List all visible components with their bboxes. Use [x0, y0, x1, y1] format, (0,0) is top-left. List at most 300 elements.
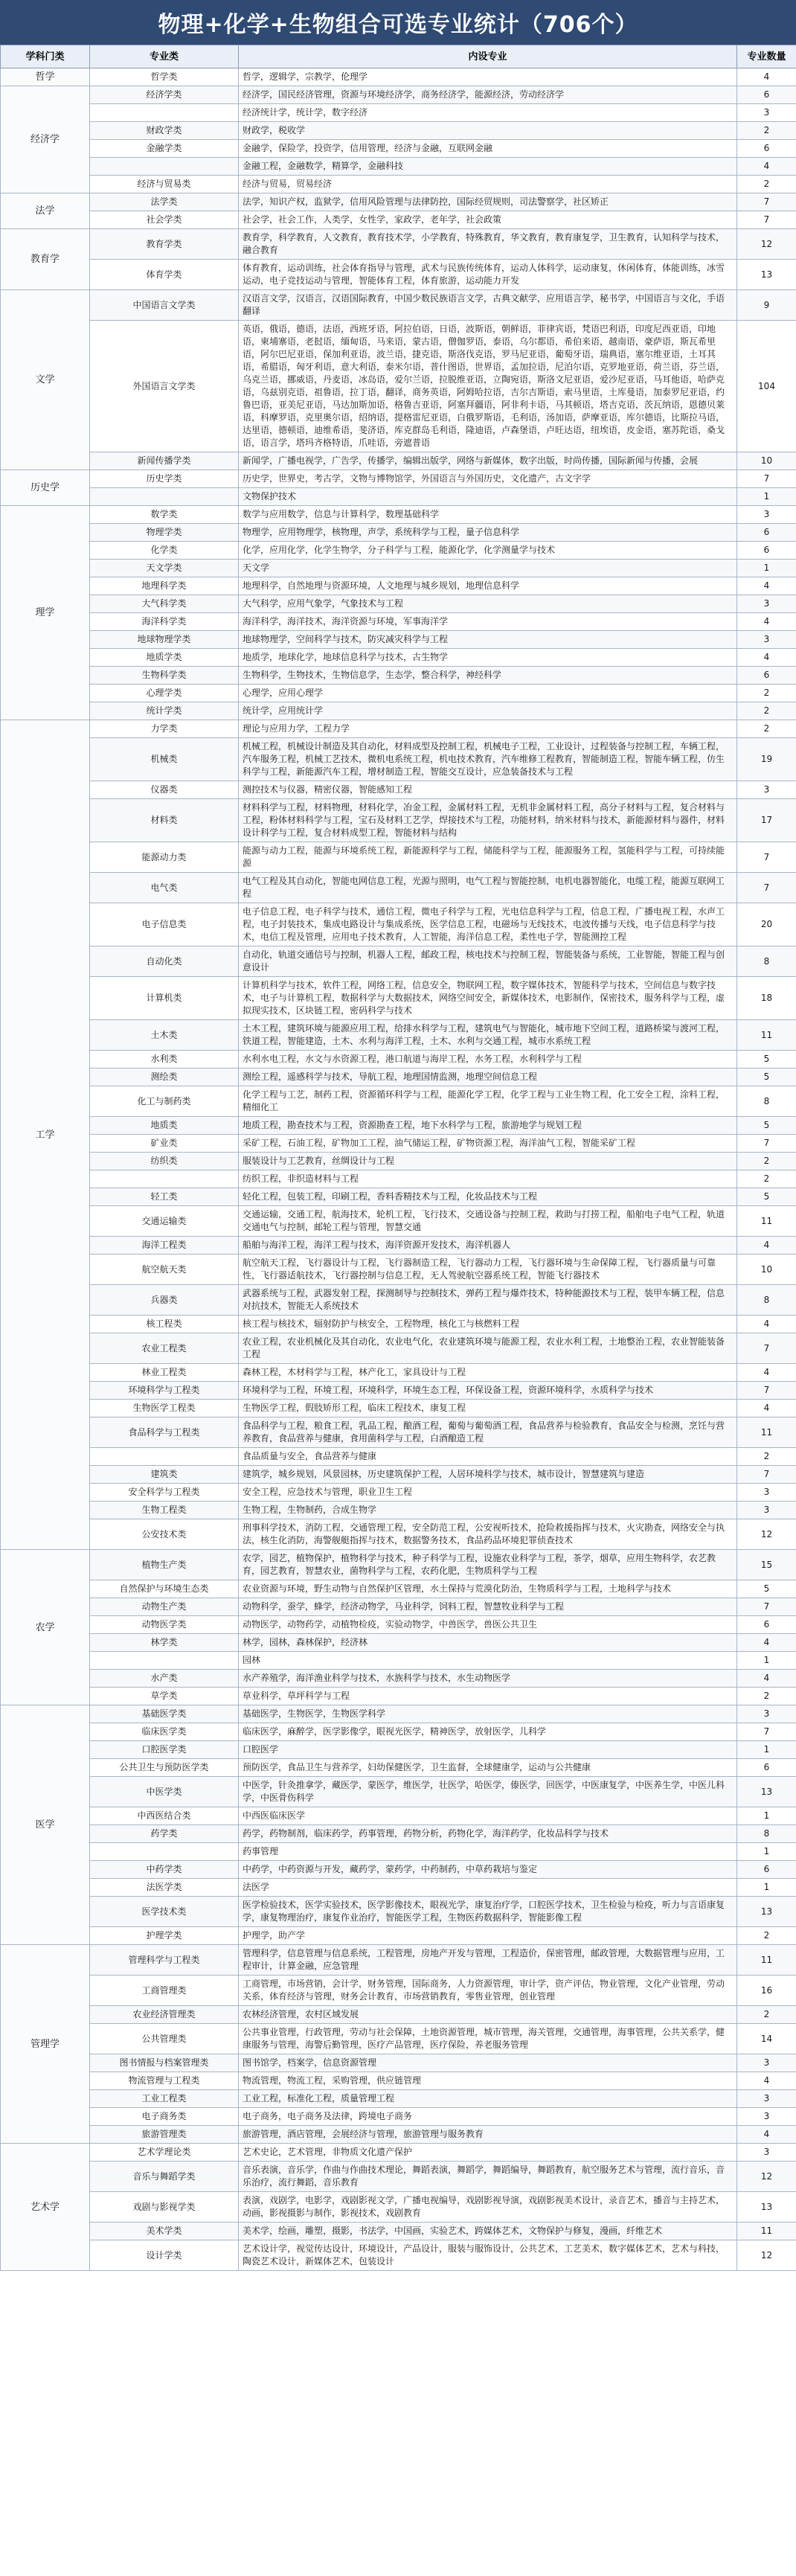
class-cell: 力学类 [90, 720, 239, 738]
count-cell: 2 [737, 1153, 796, 1170]
table-row [1, 229, 796, 260]
class-cell: 纺织类 [90, 1153, 239, 1170]
count-cell: 3 [737, 781, 796, 799]
majors-cell: 英语，俄语，德语，法语，西班牙语，阿拉伯语，日语，波斯语，朝鲜语，菲律宾语，梵语巴利语，印度尼西亚语，印地语，柬埔寨语，老挝语，缅甸语，马来语，蒙古语，僧伽罗语，泰语，乌尔都语，希伯来语，越南语，豪萨语，斯瓦希里语，阿尔巴尼亚语，保加利亚语，波兰语，捷克语，斯洛伐克语，罗马尼亚语，葡萄牙语，瑞典语，塞尔维亚语，土耳其语，希腊语，匈牙利语，意大利语，泰米尔语，普什图语，世界语，孟加拉语，尼泊尔语，克罗地亚语，荷兰语，芬兰语，乌克兰语，挪威语，丹麦语，冰岛语，爱尔兰语，拉脱维亚语，立陶宛语，斯洛文尼亚语，爱沙尼亚语，马耳他语，哈萨克语，乌兹别克语，祖鲁语，拉丁语，翻译，商务英语，阿姆哈拉语，吉尔吉斯语，索马里语，土库曼语，加泰罗尼亚语，约鲁巴语，亚美尼亚语，马达加斯加语，格鲁吉亚语，阿塞拜疆语，阿非利卡语，马其顿语，塔吉克语，茨瓦纳语，恩德贝莱语，科摩罗语，克里奥尔语，绍纳语，提格雷尼亚语，白俄罗斯语，毛利语，汤加语，萨摩亚语，库尔德语，比斯拉马语，达里语，德顿语，迪维希语，斐济语，库克群岛毛利语，隆迪语，卢森堡语，卢旺达语，纽埃语，皮金语，塞苏陀语，桑戈语，语言学，塔玛齐格特语，爪哇语，旁遮普语 [239, 321, 737, 452]
majors-cell: 电气工程及其自动化，智能电网信息工程，光源与照明，电气工程与智能控制，电机电器智能化，电缆工程，能源互联网工程 [239, 873, 737, 903]
class-cell: 护理学类 [90, 1927, 239, 1945]
table-row [1, 1333, 796, 1364]
count-cell: 5 [737, 1580, 796, 1598]
table-row [1, 260, 796, 290]
majors-cell: 药事管理 [239, 1843, 737, 1861]
count-cell: 1 [737, 1741, 796, 1759]
count-cell: 3 [737, 1705, 796, 1723]
table-row [1, 2240, 796, 2271]
table-row [1, 290, 796, 321]
discipline-cell: 经济学 [1, 86, 90, 193]
majors-cell: 食品质量与安全，食品营养与健康 [239, 1448, 737, 1466]
majors-cell: 历史学，世界史，考古学，文物与博物馆学，外国语言与外国历史，文化遗产，古文字学 [239, 470, 737, 488]
class-cell: 自动化类 [90, 946, 239, 977]
class-cell: 仪器类 [90, 781, 239, 799]
majors-cell: 环境科学与工程，环境工程，环境科学，环境生态工程，环保设备工程，资源环境科学，水质科学与技术 [239, 1382, 737, 1400]
count-cell: 18 [737, 977, 796, 1020]
header-count: 专业数量 [737, 45, 796, 68]
class-cell: 航空航天类 [90, 1255, 239, 1285]
majors-cell: 数学与应用数学，信息与计算科学，数理基础科学 [239, 506, 737, 524]
majors-cell: 财政学，税收学 [239, 122, 737, 140]
class-cell: 心理学类 [90, 685, 239, 702]
count-cell: 11 [737, 1945, 796, 1976]
majors-cell: 心理学，应用心理学 [239, 685, 737, 702]
table-row [1, 1206, 796, 1237]
class-cell: 法学类 [90, 193, 239, 211]
table-row [1, 1759, 796, 1777]
table-row [1, 193, 796, 211]
majors-cell: 汉语言文学，汉语言，汉语国际教育，中国少数民族语言文学，古典文献学，应用语言学，秘书学，中国语言与文化，手语翻译 [239, 290, 737, 321]
count-cell: 11 [737, 1206, 796, 1237]
majors-cell: 金融工程，金融数学，精算学，金融科技 [239, 158, 737, 176]
count-cell: 2 [737, 1927, 796, 1945]
class-cell: 统计学类 [90, 702, 239, 720]
majors-cell: 安全工程，应急技术与管理，职业卫生工程 [239, 1484, 737, 1502]
table-row [1, 1705, 796, 1723]
majors-table [0, 45, 796, 2271]
discipline-cell: 教育学 [1, 229, 90, 290]
table-row [1, 1616, 796, 1634]
class-cell: 动物医学类 [90, 1616, 239, 1634]
majors-cell: 物理学，应用物理学，核物理，声学，系统科学与工程，量子信息科学 [239, 524, 737, 542]
table-row [1, 506, 796, 524]
majors-cell: 中西医临床医学 [239, 1807, 737, 1825]
majors-cell: 口腔医学 [239, 1741, 737, 1759]
majors-cell: 体育教育，运动训练，社会体育指导与管理，武术与民族传统体育，运动人体科学，运动康复，休闲体育，体能训练，冰雪运动，电子竞技运动与管理，智能体育工程，体育旅游，运动能力开发 [239, 260, 737, 290]
table-row [1, 1825, 796, 1843]
table-row [1, 1484, 796, 1502]
table-row [1, 1976, 796, 2006]
count-cell: 6 [737, 1616, 796, 1634]
count-cell: 3 [737, 2144, 796, 2162]
count-cell: 7 [737, 842, 796, 873]
count-cell: 8 [737, 1285, 796, 1316]
count-cell: 3 [737, 595, 796, 613]
class-cell: 外国语言文学类 [90, 321, 239, 452]
table-row [1, 1448, 796, 1466]
count-cell: 4 [737, 649, 796, 667]
table-row [1, 946, 796, 977]
class-cell: 水产类 [90, 1670, 239, 1688]
majors-cell: 土木工程，建筑环境与能源应用工程，给排水科学与工程，建筑电气与智能化，城市地下空间工程，道路桥梁与渡河工程，铁道工程，智能建造，土木、水利与海洋工程，土木、水利与交通工程，城市水系统工程 [239, 1020, 737, 1051]
count-cell: 1 [737, 560, 796, 577]
class-cell [90, 104, 239, 122]
table-row [1, 577, 796, 595]
table-row [1, 781, 796, 799]
count-cell: 12 [737, 2162, 796, 2192]
majors-cell: 音乐表演，音乐学，作曲与作曲技术理论，舞蹈表演，舞蹈学，舞蹈编导，舞蹈教育，航空服务艺术与管理，流行音乐，音乐治疗，流行舞蹈，音乐教育 [239, 2162, 737, 2192]
class-cell: 法医学类 [90, 1879, 239, 1897]
count-cell: 1 [737, 488, 796, 506]
class-cell: 中药学类 [90, 1861, 239, 1879]
count-cell: 6 [737, 140, 796, 158]
count-cell: 3 [737, 506, 796, 524]
count-cell: 10 [737, 452, 796, 470]
count-cell: 4 [737, 68, 796, 86]
table-row [1, 613, 796, 631]
table-row [1, 86, 796, 104]
table-row [1, 873, 796, 903]
count-cell: 17 [737, 799, 796, 842]
class-cell: 美术学类 [90, 2223, 239, 2240]
class-cell: 电子商务类 [90, 2108, 239, 2126]
table-row [1, 1400, 796, 1417]
count-cell: 6 [737, 86, 796, 104]
table-row [1, 542, 796, 560]
count-cell: 4 [737, 577, 796, 595]
majors-cell: 药学，药物制剂，临床药学，药事管理，药物分析，药物化学，海洋药学，化妆品科学与技术 [239, 1825, 737, 1843]
class-cell: 生物科学类 [90, 667, 239, 685]
count-cell: 8 [737, 1825, 796, 1843]
class-cell: 中国语言文学类 [90, 290, 239, 321]
majors-cell: 武器系统与工程，武器发射工程，探测制导与控制技术，弹药工程与爆炸技术，特种能源技术与工程，装甲车辆工程，信息对抗技术，智能无人系统技术 [239, 1285, 737, 1316]
table-row [1, 140, 796, 158]
count-cell: 16 [737, 1976, 796, 2006]
count-cell: 2 [737, 176, 796, 193]
class-cell: 材料类 [90, 799, 239, 842]
table-row [1, 685, 796, 702]
class-cell: 林学类 [90, 1634, 239, 1652]
majors-cell: 计算机科学与技术，软件工程，网络工程，信息安全，物联网工程，数字媒体技术，智能科学与技术，空间信息与数字技术，电子与计算机工程，数据科学与大数据技术，网络空间安全，新媒体技术，电影制作，保密技术，服务科学与工程，虚拟现实技术，区块链工程，密码科学与技术 [239, 977, 737, 1020]
class-cell: 公共管理类 [90, 2024, 239, 2054]
table-row [1, 2223, 796, 2240]
class-cell: 教育学类 [90, 229, 239, 260]
class-cell: 设计学类 [90, 2240, 239, 2271]
table-row [1, 1068, 796, 1086]
class-cell: 计算机类 [90, 977, 239, 1020]
class-cell [90, 1170, 239, 1188]
class-cell: 食品科学与工程类 [90, 1417, 239, 1448]
table-row [1, 560, 796, 577]
count-cell: 3 [737, 1502, 796, 1519]
count-cell: 7 [737, 211, 796, 229]
class-cell: 交通运输类 [90, 1206, 239, 1237]
majors-cell: 大气科学，应用气象学，气象技术与工程 [239, 595, 737, 613]
table-row [1, 1417, 796, 1448]
table-row [1, 1688, 796, 1705]
count-cell: 3 [737, 104, 796, 122]
majors-cell: 船舶与海洋工程，海洋工程与技术，海洋资源开发技术，海洋机器人 [239, 1237, 737, 1255]
majors-cell: 生物医学工程，假肢矫形工程，临床工程技术，康复工程 [239, 1400, 737, 1417]
table-row [1, 1170, 796, 1188]
class-cell: 地质类 [90, 1117, 239, 1135]
header-majors: 内设专业 [239, 45, 737, 68]
class-cell: 大气科学类 [90, 595, 239, 613]
count-cell: 13 [737, 2192, 796, 2223]
majors-cell: 美术学，绘画，雕塑，摄影，书法学，中国画，实验艺术，跨媒体艺术，文物保护与修复，漫画，纤维艺术 [239, 2223, 737, 2240]
majors-cell: 自动化，轨道交通信号与控制，机器人工程，邮政工程，核电技术与控制工程，智能装备与系统，工业智能，智能工程与创意设计 [239, 946, 737, 977]
majors-cell: 理论与应用力学，工程力学 [239, 720, 737, 738]
count-cell: 7 [737, 193, 796, 211]
majors-cell: 纺织工程，非织造材料与工程 [239, 1170, 737, 1188]
count-cell: 13 [737, 1777, 796, 1807]
majors-cell: 服装设计与工艺教育，丝绸设计与工程 [239, 1153, 737, 1170]
majors-cell: 化学，应用化学，化学生物学，分子科学与工程，能源化学，化学测量学与技术 [239, 542, 737, 560]
class-cell: 地球物理学类 [90, 631, 239, 649]
majors-cell: 动物科学，蚕学，蜂学，经济动物学，马业科学，饲料工程，智慧牧业科学与工程 [239, 1598, 737, 1616]
class-cell: 林业工程类 [90, 1364, 239, 1382]
discipline-cell: 历史学 [1, 470, 90, 506]
majors-cell: 管理科学，信息管理与信息系统，工程管理，房地产开发与管理，工程造价，保密管理，邮政管理，大数据管理与应用，工程审计，计算金融，应急管理 [239, 1945, 737, 1976]
count-cell: 3 [737, 1484, 796, 1502]
majors-cell: 林学，园林，森林保护，经济林 [239, 1634, 737, 1652]
majors-cell: 艺术史论，艺术管理，非物质文化遗产保护 [239, 2144, 737, 2162]
count-cell: 5 [737, 1051, 796, 1068]
table-row [1, 1741, 796, 1759]
table-row [1, 1897, 796, 1927]
discipline-cell: 哲学 [1, 68, 90, 86]
majors-cell: 农业资源与环境，野生动物与自然保护区管理，水土保持与荒漠化防治，生物质科学与工程，土地科学与技术 [239, 1580, 737, 1598]
majors-cell: 化学工程与工艺，制药工程，资源循环科学与工程，能源化学工程，化学工程与工业生物工程，化工安全工程，涂料工程，精细化工 [239, 1086, 737, 1117]
majors-cell: 农学，园艺，植物保护，植物科学与技术，种子科学与工程，设施农业科学与工程，茶学，烟草，应用生物科学，农艺教育，园艺教育，智慧农业，菌物科学与工程，农药化肥，生物质科学与工程 [239, 1550, 737, 1580]
class-cell: 音乐与舞蹈学类 [90, 2162, 239, 2192]
count-cell: 7 [737, 470, 796, 488]
class-cell: 生物医学工程类 [90, 1400, 239, 1417]
class-cell: 管理科学与工程类 [90, 1945, 239, 1976]
count-cell: 1 [737, 1879, 796, 1897]
table-row [1, 1519, 796, 1550]
table-row [1, 1237, 796, 1255]
class-cell: 自然保护与环境生态类 [90, 1580, 239, 1598]
discipline-cell: 医学 [1, 1705, 90, 1945]
majors-cell: 金融学，保险学，投资学，信用管理，经济与金融，互联网金融 [239, 140, 737, 158]
class-cell: 农业工程类 [90, 1333, 239, 1364]
table-row [1, 2144, 796, 2162]
class-cell: 动物生产类 [90, 1598, 239, 1616]
class-cell: 体育学类 [90, 260, 239, 290]
header-row [1, 45, 796, 68]
count-cell: 11 [737, 1020, 796, 1051]
table-row [1, 1843, 796, 1861]
majors-cell: 教育学，科学教育，人文教育，教育技术学，小学教育，特殊教育，华文教育，教育康复学，卫生教育，认知科学与技术，融合教育 [239, 229, 737, 260]
majors-cell: 统计学，应用统计学 [239, 702, 737, 720]
count-cell: 6 [737, 542, 796, 560]
class-cell: 中医学类 [90, 1777, 239, 1807]
table-row [1, 1466, 796, 1484]
count-cell: 7 [737, 1135, 796, 1153]
majors-cell: 生物工程，生物制药，合成生物学 [239, 1502, 737, 1519]
table-row [1, 1580, 796, 1598]
class-cell: 工业工程类 [90, 2090, 239, 2108]
majors-cell: 社会学，社会工作，人类学，女性学，家政学，老年学，社会政策 [239, 211, 737, 229]
class-cell: 旅游管理类 [90, 2126, 239, 2144]
class-cell: 轻工类 [90, 1188, 239, 1206]
count-cell: 5 [737, 1117, 796, 1135]
majors-cell: 采矿工程，石油工程，矿物加工工程，油气储运工程，矿物资源工程，海洋油气工程，智能采矿工程 [239, 1135, 737, 1153]
class-cell: 哲学类 [90, 68, 239, 86]
class-cell: 生物工程类 [90, 1502, 239, 1519]
class-cell: 医学技术类 [90, 1897, 239, 1927]
table-row [1, 1598, 796, 1616]
class-cell [90, 488, 239, 506]
majors-cell: 经济学，国民经济管理，资源与环境经济学，商务经济学，能源经济，劳动经济学 [239, 86, 737, 104]
count-cell: 2 [737, 702, 796, 720]
class-cell: 金融学类 [90, 140, 239, 158]
class-cell: 天文学类 [90, 560, 239, 577]
table-row [1, 321, 796, 452]
count-cell: 13 [737, 1897, 796, 1927]
class-cell: 地理科学类 [90, 577, 239, 595]
table-row [1, 1550, 796, 1580]
class-cell: 安全科学与工程类 [90, 1484, 239, 1502]
table-row [1, 211, 796, 229]
class-cell: 草学类 [90, 1688, 239, 1705]
majors-cell: 园林 [239, 1652, 737, 1670]
majors-cell: 动物医学，动物药学，动植物检疫，实验动物学，中兽医学，兽医公共卫生 [239, 1616, 737, 1634]
count-cell: 4 [737, 1670, 796, 1688]
count-cell: 10 [737, 1255, 796, 1285]
class-cell [90, 158, 239, 176]
table-row [1, 738, 796, 781]
count-cell: 6 [737, 667, 796, 685]
table-row [1, 702, 796, 720]
count-cell: 2 [737, 685, 796, 702]
count-cell: 15 [737, 1550, 796, 1580]
count-cell: 4 [737, 2072, 796, 2090]
majors-cell: 草业科学，草坪科学与工程 [239, 1688, 737, 1705]
class-cell: 新闻传播学类 [90, 452, 239, 470]
table-row [1, 158, 796, 176]
majors-cell: 物流管理，物流工程，采购管理，供应链管理 [239, 2072, 737, 2090]
count-cell: 2 [737, 122, 796, 140]
majors-cell: 食品科学与工程，粮食工程，乳品工程，酿酒工程，葡萄与葡萄酒工程，食品营养与检验教育，食品安全与检测，烹饪与营养教育，食品营养与健康，食用菌科学与工程，白酒酿造工程 [239, 1417, 737, 1448]
class-cell: 化工与制药类 [90, 1086, 239, 1117]
majors-cell: 交通运输，交通工程，航海技术，轮机工程，飞行技术，交通设备与控制工程，救助与打捞工程，船舶电子电气工程，轨道交通电气与控制，邮轮工程与管理，智慧交通 [239, 1206, 737, 1237]
majors-cell: 核工程与核技术，辐射防护与核安全，工程物理，核化工与核燃料工程 [239, 1316, 737, 1333]
table-row [1, 1051, 796, 1068]
table-row [1, 1316, 796, 1333]
count-cell: 2 [737, 1448, 796, 1466]
majors-cell: 水产养殖学，海洋渔业科学与技术，水族科学与技术，水生动物医学 [239, 1670, 737, 1688]
class-cell: 财政学类 [90, 122, 239, 140]
table-row [1, 1927, 796, 1945]
class-cell: 兵器类 [90, 1285, 239, 1316]
count-cell: 5 [737, 1068, 796, 1086]
count-cell: 12 [737, 1519, 796, 1550]
table-row [1, 1188, 796, 1206]
count-cell: 2 [737, 2006, 796, 2024]
count-cell: 8 [737, 1086, 796, 1117]
majors-cell: 地质学，地球化学，地球信息科学与技术，古生物学 [239, 649, 737, 667]
count-cell: 12 [737, 229, 796, 260]
majors-cell: 农业工程，农业机械化及其自动化，农业电气化，农业建筑环境与能源工程，农业水利工程，土地整治工程，农业智能装备工程 [239, 1333, 737, 1364]
table-row [1, 176, 796, 193]
discipline-cell: 理学 [1, 506, 90, 720]
count-cell: 6 [737, 524, 796, 542]
discipline-cell: 工学 [1, 720, 90, 1550]
table-row [1, 1670, 796, 1688]
table-row [1, 104, 796, 122]
table-row [1, 1861, 796, 1879]
count-cell: 2 [737, 1688, 796, 1705]
class-cell: 公安技术类 [90, 1519, 239, 1550]
table-row [1, 842, 796, 873]
majors-cell: 中药学，中药资源与开发，藏药学，蒙药学，中药制药，中草药栽培与鉴定 [239, 1861, 737, 1879]
majors-cell: 天文学 [239, 560, 737, 577]
majors-cell: 电子商务，电子商务及法律，跨境电子商务 [239, 2108, 737, 2126]
table-row [1, 2072, 796, 2090]
count-cell: 3 [737, 2090, 796, 2108]
header-category: 学科门类 [1, 45, 90, 68]
class-cell: 公共卫生与预防医学类 [90, 1759, 239, 1777]
table-row [1, 1502, 796, 1519]
majors-cell: 法学，知识产权，监狱学，信用风险管理与法律防控，国际经贸规则，司法警察学，社区矫正 [239, 193, 737, 211]
majors-cell: 测控技术与仪器，精密仪器，智能感知工程 [239, 781, 737, 799]
table-row [1, 631, 796, 649]
count-cell: 2 [737, 1170, 796, 1188]
majors-cell: 表演，戏剧学，电影学，戏剧影视文学，广播电视编导，戏剧影视导演，戏剧影视美术设计，录音艺术，播音与主持艺术，动画，影视摄影与制作，影视技术，戏剧教育 [239, 2192, 737, 2223]
majors-cell: 图书馆学，档案学，信息资源管理 [239, 2054, 737, 2072]
class-cell: 海洋科学类 [90, 613, 239, 631]
discipline-cell: 农学 [1, 1550, 90, 1705]
count-cell: 7 [737, 1333, 796, 1364]
majors-cell: 建筑学，城乡规划，风景园林，历史建筑保护工程，人居环境科学与技术，城市设计，智慧建筑与建造 [239, 1466, 737, 1484]
majors-cell: 医学检验技术，医学实验技术，医学影像技术，眼视光学，康复治疗学，口腔医学技术，卫生检验与检疫，听力与言语康复学，康复物理治疗，康复作业治疗，智能医学工程，生物医药数据科学，智能影像工程 [239, 1897, 737, 1927]
class-cell: 戏剧与影视学类 [90, 2192, 239, 2223]
class-cell: 电气类 [90, 873, 239, 903]
class-cell: 数学类 [90, 506, 239, 524]
count-cell: 4 [737, 613, 796, 631]
class-cell: 社会学类 [90, 211, 239, 229]
majors-cell: 经济统计学，统计学，数字经济 [239, 104, 737, 122]
table-row [1, 2108, 796, 2126]
table-row [1, 122, 796, 140]
count-cell: 12 [737, 2240, 796, 2271]
class-cell: 物理学类 [90, 524, 239, 542]
majors-cell: 轻化工程，包装工程，印刷工程，香料香精技术与工程，化妆品技术与工程 [239, 1188, 737, 1206]
class-cell [90, 1448, 239, 1466]
majors-cell: 农林经济管理，农村区域发展 [239, 2006, 737, 2024]
majors-cell: 地质工程，勘查技术与工程，资源勘查工程，地下水科学与工程，旅游地学与规划工程 [239, 1117, 737, 1135]
majors-cell: 法医学 [239, 1879, 737, 1897]
table-row [1, 1020, 796, 1051]
count-cell: 3 [737, 2054, 796, 2072]
count-cell: 3 [737, 631, 796, 649]
count-cell: 7 [737, 1466, 796, 1484]
majors-cell: 刑事科学技术，消防工程，交通管理工程，安全防范工程，公安视听技术，抢险救援指挥与技术，火灾勘查，网络安全与执法，核生化消防，海警舰艇指挥与技术，数据警务技术，食品药品环境犯罪侦查技术 [239, 1519, 737, 1550]
count-cell: 104 [737, 321, 796, 452]
count-cell: 13 [737, 260, 796, 290]
count-cell: 8 [737, 946, 796, 977]
table-row [1, 1086, 796, 1117]
count-cell: 4 [737, 1364, 796, 1382]
table-row [1, 903, 796, 946]
count-cell: 7 [737, 1598, 796, 1616]
count-cell: 20 [737, 903, 796, 946]
class-cell: 电子信息类 [90, 903, 239, 946]
majors-cell: 测绘工程，遥感科学与技术，导航工程，地理国情监测，地理空间信息工程 [239, 1068, 737, 1086]
majors-cell: 航空航天工程，飞行器设计与工程，飞行器制造工程，飞行器动力工程，飞行器环境与生命保障工程，飞行器质量与可靠性，飞行器适航技术，飞行器控制与信息工程，无人驾驶航空器系统工程，智能飞行器技术 [239, 1255, 737, 1285]
count-cell: 4 [737, 1316, 796, 1333]
table-body [1, 68, 796, 2271]
majors-cell: 电子信息工程，电子科学与技术，通信工程，微电子科学与工程，光电信息科学与工程，信息工程，广播电视工程，水声工程，电子封装技术，集成电路设计与集成系统，医学信息工程，电磁场与无线技术，电波传播与天线，电子信息科学与技术，电信工程及管理，应用电子技术教育，人工智能，海洋信息工程，柔性电子学，智能测控工程 [239, 903, 737, 946]
class-cell: 机械类 [90, 738, 239, 781]
count-cell: 5 [737, 1188, 796, 1206]
class-cell: 口腔医学类 [90, 1741, 239, 1759]
table-row [1, 68, 796, 86]
table-row [1, 1255, 796, 1285]
table-row [1, 2162, 796, 2192]
count-cell: 6 [737, 1759, 796, 1777]
discipline-cell: 文学 [1, 290, 90, 470]
table-row [1, 2006, 796, 2024]
table-row [1, 799, 796, 842]
